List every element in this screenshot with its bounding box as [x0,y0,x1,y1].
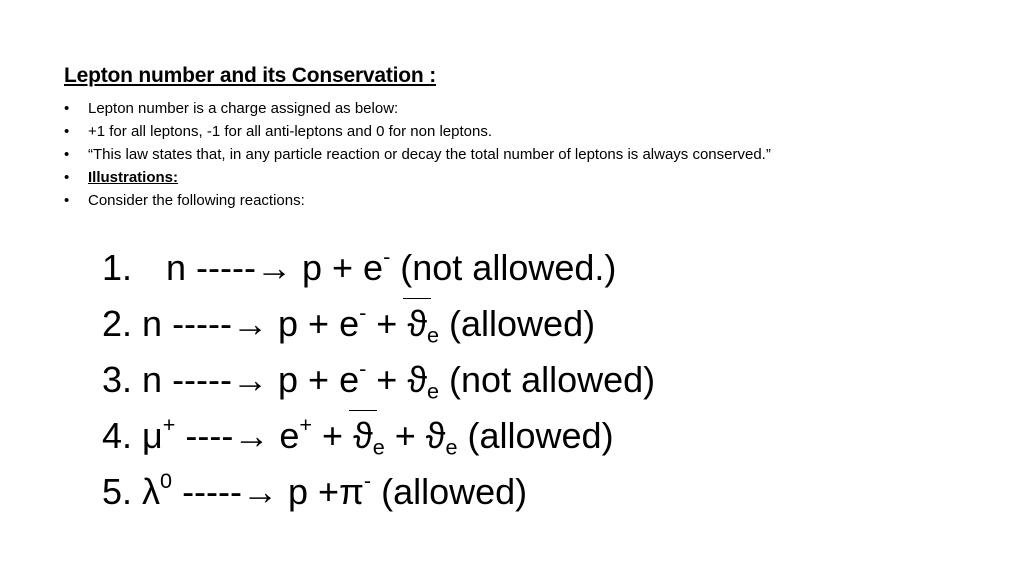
flavor-subscript: e [445,434,458,460]
neutrino-symbol: ϑ [407,359,428,400]
arrow-icon: → [232,303,269,344]
bullet-text: Consider the following reactions: [88,192,305,209]
slide-title: Lepton number and its Conservation : [64,64,436,87]
plus-sign: + [384,415,426,456]
plus-sign: + [366,359,408,400]
positron: e [269,415,300,456]
arrow-icon: → [255,247,292,288]
reaction-5 [102,464,655,520]
reaction-number: 2. [102,303,133,344]
bullet-text-illustrations: Illustrations: [88,169,179,186]
charge-superscript: + [299,411,313,437]
antineutrino-symbol: ϑ [353,408,373,464]
reaction-1 [102,240,655,296]
bullet-text: Lepton number is a charge assigned as below: [88,100,399,117]
flavor-subscript: e [372,434,385,460]
reaction-number: 3. [102,359,133,400]
reaction-status: (not allowed) [439,359,656,400]
charge-superscript: - [363,467,372,493]
reaction-2 [102,296,655,352]
flavor-subscript: e [427,322,440,348]
reaction-number: 1. [102,247,133,288]
reactant: n [132,359,173,400]
dashes: ----- [172,471,243,512]
reaction-number: 4. [102,415,133,456]
reaction-number: 5. [102,471,133,512]
reaction-3 [102,352,655,408]
reaction-list [102,240,655,520]
bullet-dot: • [64,192,70,209]
bullet-list [64,97,824,212]
reactant: μ [132,415,163,456]
bullet-item [64,97,824,120]
bullet-item [64,120,824,143]
arrow-icon: → [242,471,279,512]
reaction-status: (not allowed.) [390,247,617,288]
reaction-status: (allowed) [457,415,614,456]
dashes: ----- [172,359,233,400]
dashes: ---- [175,415,234,456]
neutrino-symbol: ϑ [425,415,446,456]
bullet-dot: • [64,146,70,163]
bullet-text: +1 for all leptons, -1 for all anti-leptons and 0 for non leptons. [88,123,492,140]
charge-superscript: - [359,299,367,325]
reactant: n [132,303,173,344]
dashes: ----- [196,247,256,288]
reactant: λ [132,471,161,512]
bullet-dot: • [64,100,70,117]
arrow-icon: → [233,415,270,456]
flavor-subscript: e [427,378,440,404]
antineutrino-symbol: ϑ [407,296,427,352]
plus-sign: + [312,415,354,456]
arrow-icon: → [232,359,269,400]
bullet-dot: • [64,169,70,186]
bullet-item [64,189,824,212]
plus-sign: + [366,303,408,344]
reaction-4 [102,408,655,464]
bullet-dot: • [64,123,70,140]
reactant: n [166,247,197,288]
bullet-item [64,143,824,166]
products: p +π [278,471,364,512]
charge-superscript: 0 [160,467,173,493]
bullet-item [64,166,824,189]
bullet-text: “This law states that, in any particle reaction or decay the total number of leptons is always conserved.” [88,146,771,163]
charge-superscript: + [162,411,176,437]
charge-superscript: - [359,355,367,381]
charge-superscript: - [383,243,391,269]
reaction-status: (allowed) [439,303,596,344]
dashes: ----- [172,303,233,344]
products: p + e [268,303,360,344]
reaction-status: (allowed) [371,471,528,512]
products: p + e [291,247,384,288]
products: p + e [268,359,360,400]
